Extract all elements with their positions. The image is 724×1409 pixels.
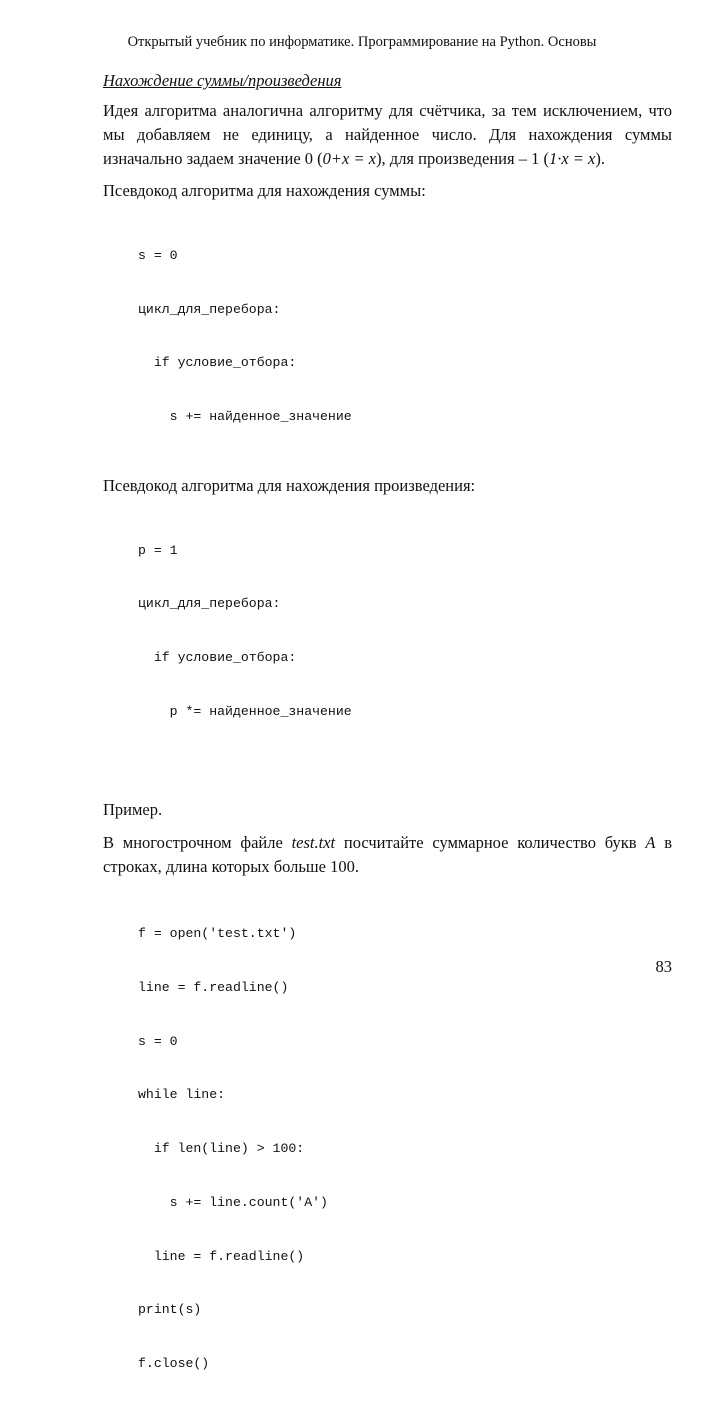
example-code-block bbox=[138, 889, 672, 1408]
task-text-2: посчитайте суммарное количество букв bbox=[335, 833, 646, 853]
page-content bbox=[103, 71, 672, 1409]
code-line: line = f.readline() bbox=[138, 1248, 305, 1264]
code-line: if len(line) > 100: bbox=[138, 1141, 305, 1157]
intro-text-3: ). bbox=[595, 149, 605, 168]
example-task bbox=[103, 831, 672, 879]
task-text-1: В многострочном файле bbox=[103, 833, 292, 853]
intro-paragraph bbox=[103, 99, 672, 171]
code-line: if условие_отбора: bbox=[138, 355, 297, 371]
product-pseudocode-label: Псевдокод алгоритма для нахождения произведения: bbox=[103, 475, 476, 495]
code-line: s += line.count('A') bbox=[138, 1194, 328, 1210]
code-line: p = 1 bbox=[138, 542, 178, 558]
product-pseudocode-block bbox=[138, 506, 672, 757]
code-line: s = 0 bbox=[138, 247, 178, 263]
code-line: цикл_для_перебора: bbox=[138, 596, 281, 612]
sum-formula: 0+x = x bbox=[322, 149, 377, 168]
code-line: while line: bbox=[138, 1087, 226, 1103]
intro-text-2: ), для произведения – 1 ( bbox=[376, 149, 549, 168]
code-line: f = open('test.txt') bbox=[138, 926, 297, 942]
code-line: p *= найденное_значение bbox=[138, 703, 352, 719]
task-letter: A bbox=[645, 833, 656, 853]
code-line: print(s) bbox=[138, 1302, 202, 1318]
product-formula: 1·x = x bbox=[548, 149, 596, 168]
sum-pseudocode-block bbox=[138, 211, 672, 462]
code-line: f.close() bbox=[138, 1355, 210, 1371]
intro-text-1: Идея алгоритма аналогична алгоритму для счётчика, за тем исключением, что мы добавляем не единицу, а найденное число. Для нахождения суммы изначально задаем значение 0 ( bbox=[103, 101, 672, 168]
code-line: line = f.readline() bbox=[138, 979, 289, 995]
task-filename: test.txt bbox=[291, 833, 336, 853]
running-header: Открытый учебник по информатике. Программирование на Python. Основы bbox=[127, 34, 597, 50]
code-line: s += найденное_значение bbox=[138, 408, 352, 424]
section-heading: Нахождение суммы/произведения bbox=[103, 71, 342, 90]
code-line: s = 0 bbox=[138, 1033, 178, 1049]
sum-pseudocode-label: Псевдокод алгоритма для нахождения суммы: bbox=[103, 181, 426, 200]
example-label: Пример. bbox=[103, 800, 163, 820]
page-number: 83 bbox=[655, 957, 672, 976]
task-text-3: в строках, длина которых больше 100. bbox=[103, 833, 672, 877]
code-line: цикл_для_перебора: bbox=[138, 301, 281, 317]
code-line: if условие_отбора: bbox=[138, 649, 297, 665]
